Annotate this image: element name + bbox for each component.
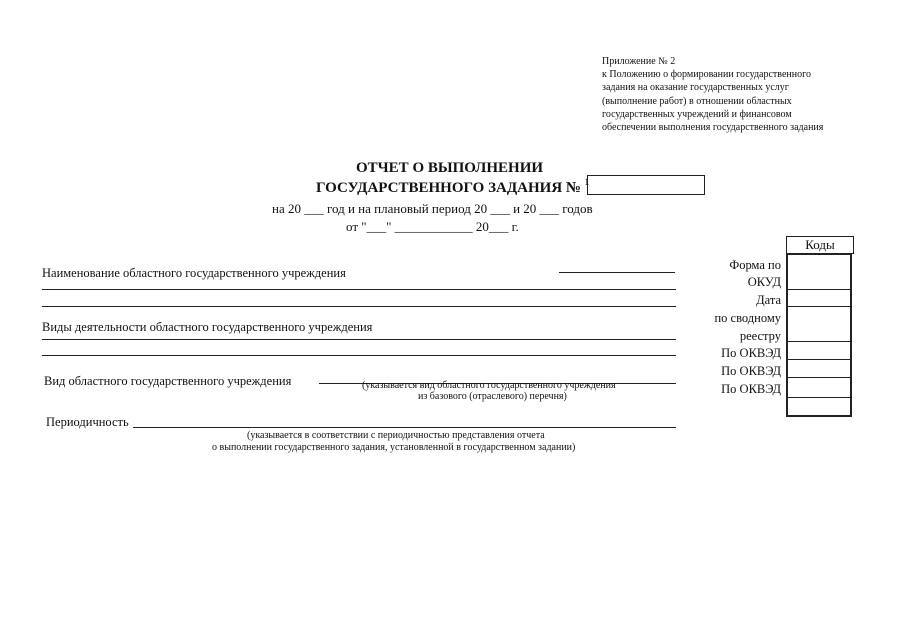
institution-type-hint: (указывается вид областного государственного учреждения — [362, 380, 616, 391]
codes-row-divider — [788, 397, 850, 398]
institution-name-field[interactable] — [559, 272, 675, 273]
codes-label-form: Форма по — [729, 258, 781, 272]
appendix-line: государственных учреждений и финансовом — [602, 108, 792, 120]
activity-types-field-line[interactable] — [42, 355, 676, 356]
codes-label-okved-3: По ОКВЭД — [721, 382, 781, 396]
appendix-line: Приложение № 2 — [602, 56, 676, 67]
codes-label-date: Дата — [756, 293, 781, 307]
periodicity-field[interactable] — [133, 427, 676, 428]
codes-row-divider — [788, 359, 850, 360]
activity-types-field-line[interactable] — [42, 339, 676, 340]
footnote-mark: 1 — [584, 177, 590, 187]
codes-row-divider — [788, 289, 850, 290]
institution-type-label: Вид областного государственного учреждения — [44, 374, 292, 388]
report-title-line1: ОТЧЕТ О ВЫПОЛНЕНИИ — [356, 160, 544, 176]
activity-types-label: Виды деятельности областного государственного учреждения — [42, 320, 373, 334]
appendix-line: (выполнение работ) в отношении областных — [602, 95, 792, 107]
report-title-text: ГОСУДАРСТВЕННОГО ЗАДАНИЯ № — [316, 180, 581, 196]
reporting-period-line: на 20 ___ год и на плановый период 20 ___ и 20 ___ годов — [272, 201, 593, 216]
report-title-line2 — [316, 177, 590, 197]
codes-label-okved-1: По ОКВЭД — [721, 346, 781, 360]
appendix-line: к Положению о формировании государственного — [602, 69, 811, 81]
codes-label-okud: ОКУД — [747, 275, 781, 289]
codes-row-divider — [788, 341, 850, 342]
codes-row-divider — [788, 306, 850, 307]
periodicity-label: Периодичность — [46, 415, 129, 429]
periodicity-hint: (указывается в соответствии с периодичностью представления отчета — [247, 430, 545, 441]
codes-label-registry-2: реестру — [739, 329, 781, 343]
periodicity-hint: о выполнении государственного задания, установленной в государственном задании) — [212, 442, 576, 453]
institution-name-field-line[interactable] — [42, 306, 676, 307]
institution-name-label: Наименование областного государственного учреждения — [42, 266, 346, 280]
codes-label-registry-1: по сводному — [714, 311, 781, 325]
codes-header: Коды — [786, 236, 854, 254]
appendix-line: задания на оказание государственных услуг — [602, 82, 789, 94]
report-date-line: от "___" ____________ 20___ г. — [346, 219, 519, 234]
appendix-line: обеспечении выполнения государственного задания — [602, 122, 824, 134]
codes-table — [786, 253, 852, 417]
codes-row-divider — [788, 377, 850, 378]
codes-label-okved-2: По ОКВЭД — [721, 364, 781, 378]
institution-name-field-line[interactable] — [42, 289, 676, 290]
institution-type-hint: из базового (отраслевого) перечня) — [418, 391, 567, 402]
report-number-field[interactable] — [584, 175, 705, 195]
appendix-note — [602, 55, 823, 134]
